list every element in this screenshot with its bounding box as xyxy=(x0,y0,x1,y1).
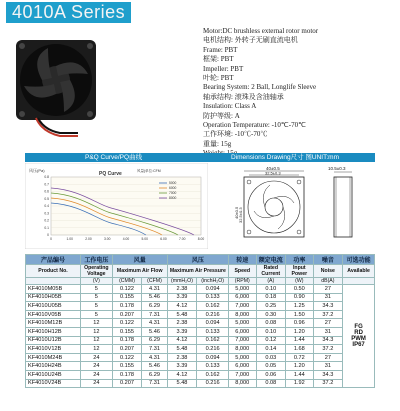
table-cell: 37.2 xyxy=(313,345,343,354)
table-cell: 8,000 xyxy=(229,345,256,354)
table-cell: 0.18 xyxy=(256,293,286,302)
column-header: (CFM) xyxy=(142,278,167,285)
table-header-row xyxy=(26,265,375,278)
table-cell: 12 xyxy=(80,327,112,336)
table-row xyxy=(26,319,375,328)
table-cell: 5 xyxy=(80,293,112,302)
column-header: (V) xyxy=(80,278,112,285)
table-cell: 0.90 xyxy=(286,293,313,302)
table-cell: 0.122 xyxy=(112,285,142,294)
table-row xyxy=(26,345,375,354)
fan-photo xyxy=(8,32,108,142)
column-header xyxy=(26,278,81,285)
model-cell: KF4010V24B xyxy=(26,379,81,388)
table-cell: 7.31 xyxy=(142,345,167,354)
column-header: 风压 xyxy=(167,255,228,265)
table-row xyxy=(26,327,375,336)
model-cell: KF4010M24B xyxy=(26,353,81,362)
table-cell: 8,000 xyxy=(229,379,256,388)
table-cell: 4.12 xyxy=(167,370,197,379)
table-cell: 8,000 xyxy=(229,310,256,319)
column-header: Noise xyxy=(313,265,343,278)
table-cell: 0.133 xyxy=(197,293,229,302)
table-cell: 4.31 xyxy=(142,285,167,294)
table-cell: 5,000 xyxy=(229,353,256,362)
column-header: Maximum Air Flow xyxy=(112,265,167,278)
vertical-hole-label: 32.5±0.3 xyxy=(238,207,243,223)
dimension-drawing xyxy=(216,163,376,249)
table-cell: 0.03 xyxy=(256,353,286,362)
column-header: Input Power xyxy=(286,265,313,278)
column-header xyxy=(343,278,375,285)
model-cell: KF4010U12B xyxy=(26,336,81,345)
table-cell: 0.155 xyxy=(112,293,142,302)
table-cell: 7.31 xyxy=(142,379,167,388)
column-header: Product No. xyxy=(26,265,81,278)
spec-line: 工作环境: -10℃-70℃ xyxy=(203,130,268,139)
spec-line: Impeller: PBT xyxy=(203,64,244,73)
model-cell: KF4010M12B xyxy=(26,319,81,328)
model-cell: KF4010U24B xyxy=(26,370,81,379)
table-cell: 2.38 xyxy=(167,285,197,294)
table-cell: 12 xyxy=(80,336,112,345)
table-cell: 7,000 xyxy=(229,336,256,345)
y-tick-label: 0.5 xyxy=(44,196,49,201)
table-header-row xyxy=(26,255,375,265)
column-header: (A) xyxy=(256,278,286,285)
feature-label: PWM xyxy=(351,336,366,343)
column-header: 功率 xyxy=(286,255,313,265)
table-cell: 2.38 xyxy=(167,353,197,362)
table-cell: 7,000 xyxy=(229,302,256,311)
table-cell: 6,000 xyxy=(229,362,256,371)
table-cell: 37.2 xyxy=(313,379,343,388)
table-cell: 0.162 xyxy=(197,302,229,311)
x-tick-label: 4.00 xyxy=(122,237,130,241)
model-cell: KF4010H05B xyxy=(26,293,81,302)
table-cell: 0.122 xyxy=(112,319,142,328)
table-cell: 5.46 xyxy=(142,327,167,336)
table-row xyxy=(26,285,375,294)
table-row xyxy=(26,302,375,311)
table-cell: 0.08 xyxy=(256,379,286,388)
table-cell: 0.10 xyxy=(256,327,286,336)
spec-line: 轴承结构: 滚珠及含油轴承 xyxy=(203,92,284,101)
chart-title: PQ Curve xyxy=(99,171,122,177)
legend-label: 7000 xyxy=(169,191,177,196)
table-cell: 1.68 xyxy=(286,345,313,354)
table-cell: 0.216 xyxy=(197,345,229,354)
table-cell: 0.50 xyxy=(286,285,313,294)
table-row xyxy=(26,379,375,388)
x-tick-label: 3.00 xyxy=(104,237,111,241)
table-cell: 0.96 xyxy=(286,319,313,328)
table-cell: 27 xyxy=(313,285,343,294)
table-cell: 27 xyxy=(313,319,343,328)
table-cell: 0.178 xyxy=(112,302,142,311)
dimensions-heading: Dimensions Drawing尺寸 图UNIT:mm xyxy=(231,154,339,161)
column-header: (RPM) xyxy=(229,278,256,285)
available-features-cell xyxy=(343,285,375,388)
pq-curve-chart xyxy=(25,163,208,249)
table-header-row xyxy=(26,278,375,285)
table-cell: 6,000 xyxy=(229,293,256,302)
x-tick-label: 7.00 xyxy=(179,237,186,241)
column-header: 噪音 xyxy=(313,255,343,265)
column-header: (CMM) xyxy=(112,278,142,285)
y-tick-label: 0.3 xyxy=(44,211,49,216)
table-row xyxy=(26,310,375,319)
table-cell: 31 xyxy=(313,362,343,371)
model-cell: KF4010V12B xyxy=(26,345,81,354)
table-cell: 24 xyxy=(80,379,112,388)
table-cell: 0.122 xyxy=(112,353,142,362)
table-cell: 0.207 xyxy=(112,345,142,354)
table-cell: 34.3 xyxy=(313,370,343,379)
table-cell: 5 xyxy=(80,310,112,319)
table-cell: 0.094 xyxy=(197,319,229,328)
table-cell: 6.29 xyxy=(142,302,167,311)
table-cell: 5,000 xyxy=(229,285,256,294)
column-header: Rated Current xyxy=(256,265,286,278)
table-cell: 0.05 xyxy=(256,362,286,371)
table-cell: 37.2 xyxy=(313,310,343,319)
table-cell: 1.25 xyxy=(286,302,313,311)
spec-line: Frame: PBT xyxy=(203,45,238,54)
table-cell: 1.20 xyxy=(286,327,313,336)
table-cell: 12 xyxy=(80,319,112,328)
model-cell: KF4010U05B xyxy=(26,302,81,311)
column-header: Available xyxy=(343,265,375,278)
spec-line: 框架: PBT xyxy=(203,55,234,64)
pq-curve-heading: P&Q Curve/PQ曲线 xyxy=(85,154,143,161)
table-cell: 4.12 xyxy=(167,302,197,311)
column-header: Maximum Air Pressure xyxy=(167,265,228,278)
table-cell: 0.25 xyxy=(256,302,286,311)
table-row xyxy=(26,362,375,371)
table-cell: 1.50 xyxy=(286,310,313,319)
y-tick-label: 0.7 xyxy=(44,182,49,187)
spec-line: 叶轮: PBT xyxy=(203,74,234,83)
chart-ylabel: 风压(Pa) xyxy=(29,168,45,173)
table-cell: 0.133 xyxy=(197,327,229,336)
x-tick-label: 8.00 xyxy=(197,237,205,241)
column-header: 风量 xyxy=(112,255,167,265)
table-cell: 3.39 xyxy=(167,293,197,302)
table-cell: 0.14 xyxy=(256,345,286,354)
table-cell: 0.30 xyxy=(256,310,286,319)
spec-line: Bearing System: 2 Ball, Longlife Sleeve xyxy=(203,83,317,92)
x-tick-label: 1.00 xyxy=(66,237,73,241)
table-cell: 6.29 xyxy=(142,336,167,345)
column-header: 转速 xyxy=(229,255,256,265)
table-cell: 7,000 xyxy=(229,370,256,379)
model-cell: KF4010M05B xyxy=(26,285,81,294)
table-cell: 31 xyxy=(313,293,343,302)
table-cell: 24 xyxy=(80,370,112,379)
table-row xyxy=(26,293,375,302)
y-tick-label: 0.4 xyxy=(44,204,49,209)
page-header xyxy=(0,0,400,25)
chart-units-label: 风量(单位:CFM xyxy=(137,169,161,173)
x-tick-label: 6.00 xyxy=(160,237,167,241)
table-cell: 0.162 xyxy=(197,336,229,345)
column-header: (inchH₂O) xyxy=(197,278,229,285)
y-tick-label: 0.6 xyxy=(44,189,49,194)
table-cell: 5.46 xyxy=(142,293,167,302)
table-cell: 5.46 xyxy=(142,362,167,371)
table-cell: 5 xyxy=(80,302,112,311)
spec-table xyxy=(25,254,375,388)
spec-line: Operation Temperature: -10℃-70℃ xyxy=(203,121,306,130)
table-cell: 0.155 xyxy=(112,362,142,371)
table-cell: 2.38 xyxy=(167,319,197,328)
table-cell: 0.162 xyxy=(197,370,229,379)
y-tick-label: 0 xyxy=(47,233,49,238)
table-cell: 0.133 xyxy=(197,362,229,371)
table-cell: 0.08 xyxy=(256,319,286,328)
column-header: 产品编号 xyxy=(26,255,81,265)
feature-label: IP67 xyxy=(352,342,365,349)
table-cell: 31 xyxy=(313,327,343,336)
section-band xyxy=(25,153,375,162)
table-cell: 0.094 xyxy=(197,285,229,294)
table-cell: 3.39 xyxy=(167,327,197,336)
table-cell: 5,000 xyxy=(229,319,256,328)
table-row xyxy=(26,353,375,362)
legend-label: 8000 xyxy=(169,196,177,201)
table-cell: 4.12 xyxy=(167,336,197,345)
y-tick-label: 0.2 xyxy=(44,218,49,223)
table-cell: 1.20 xyxy=(286,362,313,371)
column-header: Speed xyxy=(229,265,256,278)
legend-label: 5000 xyxy=(169,181,177,186)
spec-line: Insulation: Class A xyxy=(203,102,257,111)
top-dimension-label: 40±0.5 xyxy=(266,166,280,171)
table-cell: 0.12 xyxy=(256,336,286,345)
spec-line: 重量: 15g xyxy=(203,139,232,148)
table-cell: 0.207 xyxy=(112,310,142,319)
table-cell: 0.155 xyxy=(112,327,142,336)
table-cell: 0.10 xyxy=(256,285,286,294)
table-cell: 3.39 xyxy=(167,362,197,371)
spec-line: 防护等级: A xyxy=(203,111,240,120)
spec-list xyxy=(203,27,398,159)
table-cell: 12 xyxy=(80,345,112,354)
table-cell: 34.3 xyxy=(313,302,343,311)
table-cell: 27 xyxy=(313,353,343,362)
table-cell: 24 xyxy=(80,362,112,371)
table-cell: 5 xyxy=(80,285,112,294)
column-header: (mmH₂O) xyxy=(167,278,197,285)
table-cell: 1.44 xyxy=(286,370,313,379)
column-header: dB(A) xyxy=(313,278,343,285)
hole-dimension-label: 32.5±0.3 xyxy=(265,170,281,176)
table-row xyxy=(26,336,375,345)
x-tick-label: 2.00 xyxy=(85,237,92,241)
table-cell: 0.72 xyxy=(286,353,313,362)
table-cell: 0.06 xyxy=(256,370,286,379)
column-header: (W) xyxy=(286,278,313,285)
legend-label: 6000 xyxy=(169,186,177,191)
x-tick-label: 5.00 xyxy=(141,237,148,241)
column-header: 可选功能 xyxy=(343,255,375,265)
column-header: Operating Voltage xyxy=(80,265,112,278)
table-cell: 24 xyxy=(80,353,112,362)
column-header: 额定电流 xyxy=(256,255,286,265)
table-cell: 1.44 xyxy=(286,336,313,345)
table-cell: 0.178 xyxy=(112,336,142,345)
table-cell: 5.48 xyxy=(167,345,197,354)
table-cell: 4.31 xyxy=(142,353,167,362)
table-cell: 6.29 xyxy=(142,370,167,379)
table-cell: 0.216 xyxy=(197,310,229,319)
x-tick-label: 0 xyxy=(50,237,52,241)
table-cell: 7.31 xyxy=(142,310,167,319)
table-cell: 5.48 xyxy=(167,379,197,388)
model-cell: KF4010H24B xyxy=(26,362,81,371)
table-cell: 4.31 xyxy=(142,319,167,328)
model-cell: KF4010V05B xyxy=(26,310,81,319)
table-cell: 0.094 xyxy=(197,353,229,362)
vertical-dimension-label: 40±0.5 xyxy=(234,206,239,219)
table-cell: 0.207 xyxy=(112,379,142,388)
spec-line: 电机结构: 外转子无刷直流电机 xyxy=(203,36,298,45)
spec-line: Motor:DC brushless external rotor motor xyxy=(203,27,319,35)
column-header: 工作电压 xyxy=(80,255,112,265)
table-cell: 0.216 xyxy=(197,379,229,388)
table-cell: 0.178 xyxy=(112,370,142,379)
table-row xyxy=(26,370,375,379)
table-cell: 6,000 xyxy=(229,327,256,336)
table-cell: 5.48 xyxy=(167,310,197,319)
model-cell: KF4010H12B xyxy=(26,327,81,336)
y-tick-label: 0.8 xyxy=(44,175,49,180)
feature-label: FG xyxy=(354,324,363,331)
table-cell: 34.3 xyxy=(313,336,343,345)
y-tick-label: 0.1 xyxy=(44,225,49,230)
feature-label: RD xyxy=(354,330,363,337)
table-cell: 1.92 xyxy=(286,379,313,388)
series-title: 4010A Series xyxy=(6,2,131,23)
side-dimension-label: 10.5±0.3 xyxy=(328,166,346,171)
